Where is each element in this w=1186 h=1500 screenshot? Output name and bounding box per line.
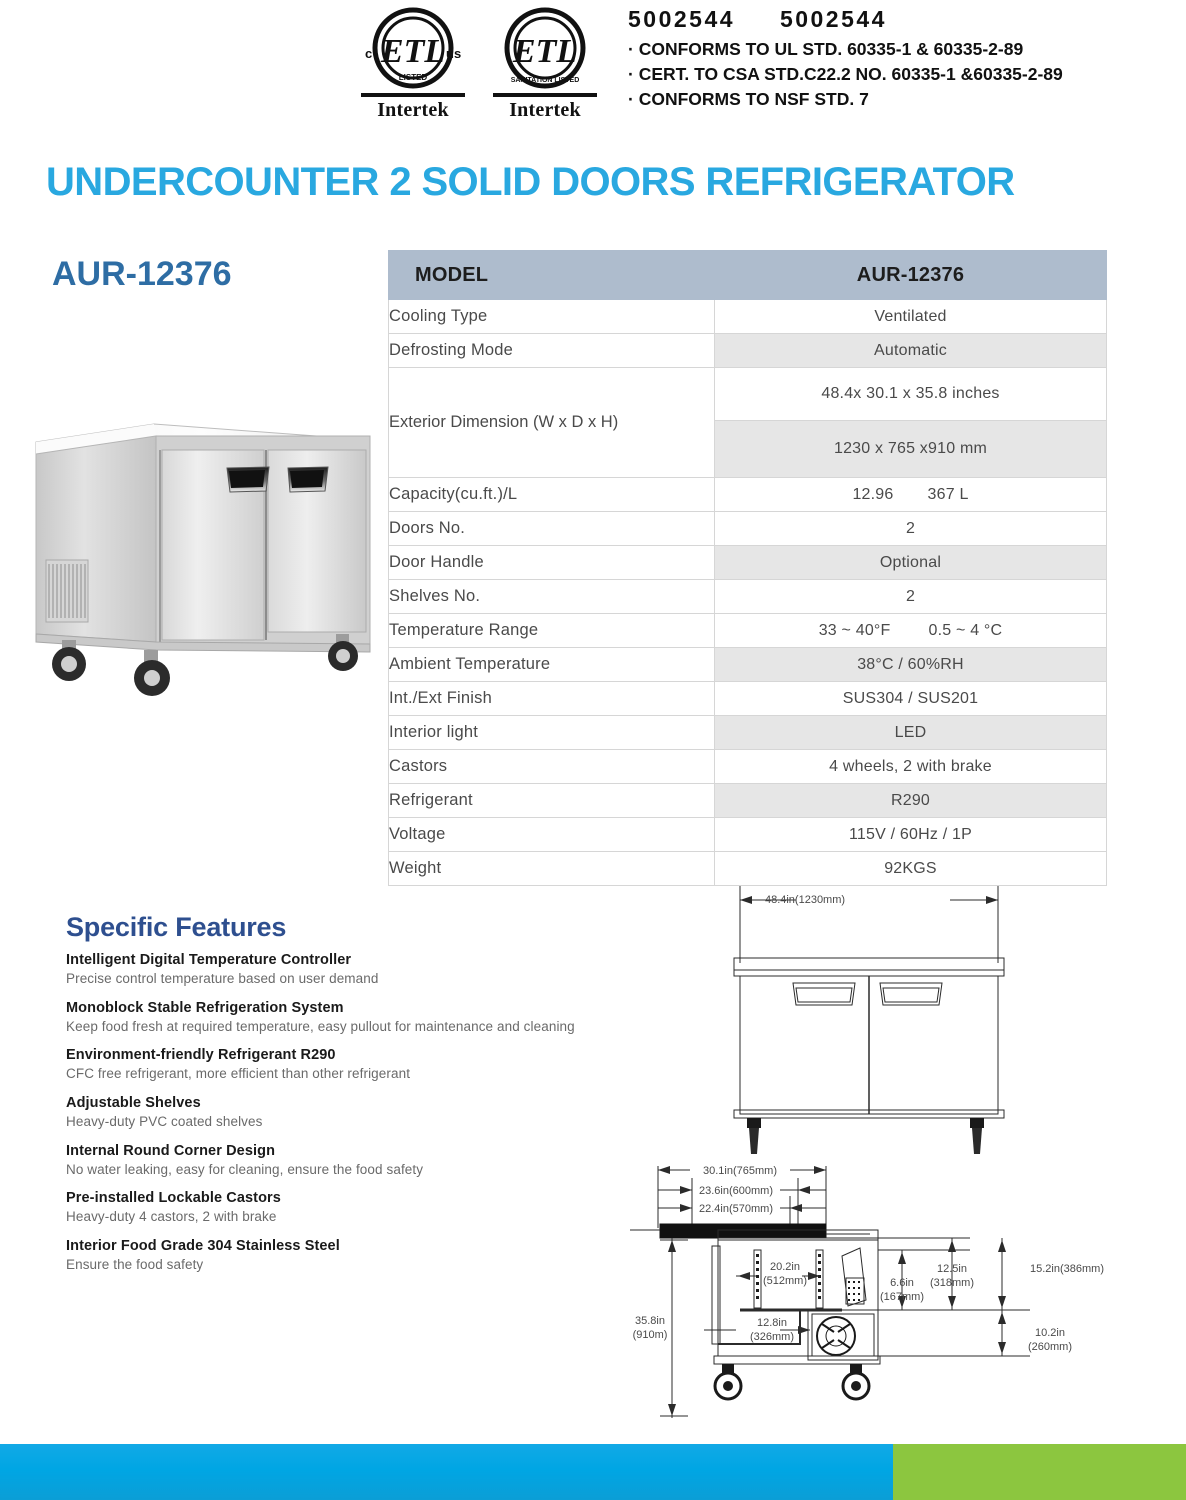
cert-standard-line-1: · CONFORMS TO UL STD. 60335-1 & 60335-2-89 <box>628 39 1024 59</box>
feature-heading: Monoblock Stable Refrigeration System <box>66 999 344 1016</box>
table-row <box>389 682 1107 716</box>
spec-key: Ambient Temperature <box>389 648 715 682</box>
spec-key: Refrigerant <box>389 784 715 818</box>
spec-key: Door Handle <box>389 546 715 580</box>
spec-key: Interior light <box>389 716 715 750</box>
table-header-key: MODEL <box>389 251 715 300</box>
gap-dim-line1: 6.6in <box>890 1277 914 1289</box>
table-row <box>389 478 1107 512</box>
feature-heading: Adjustable Shelves <box>66 1095 201 1112</box>
capacity-liters: 367 L <box>927 485 969 503</box>
table-row <box>389 546 1107 580</box>
spec-value-inches: 48.4x 30.1 x 35.8 inches <box>715 368 1107 421</box>
intertek-label-1: Intertek <box>377 99 449 121</box>
overall-height-dim-line1: 35.8in <box>635 1315 665 1327</box>
specifications-table <box>388 250 1107 886</box>
upper-dim-line1: 12.5in <box>937 1263 967 1275</box>
feature-item <box>66 999 666 1036</box>
table-row <box>389 818 1107 852</box>
etl-divider <box>361 93 465 97</box>
cert-standard-line-2: · CERT. TO CSA STD.C22.2 NO. 60335-1 &60335-2-89 <box>628 63 1063 84</box>
feature-detail: Precise control temperature based on user demand <box>66 971 379 987</box>
spec-value: 92KGS <box>715 852 1107 886</box>
gap-dim-line2: (167mm) <box>879 1291 925 1303</box>
page-title: UNDERCOUNTER 2 SOLID DOORS REFRIGERATOR <box>46 160 1015 204</box>
lower-right-dim-line2: (260mm) <box>1027 1341 1073 1353</box>
features-heading: Specific Features <box>66 912 287 942</box>
spec-value: 4 wheels, 2 with brake <box>715 750 1107 784</box>
temp-celsius: 0.5 ~ 4 °C <box>928 621 1003 639</box>
footer-bar-blue <box>0 1444 893 1500</box>
feature-item <box>66 1237 666 1274</box>
feature-detail: CFC free refrigerant, more efficient than other refrigerant <box>66 1066 411 1082</box>
front-width-dim-label: 48.4in(1230mm) <box>764 894 846 906</box>
spec-key: Shelves No. <box>389 580 715 614</box>
footer-color-bar <box>0 1444 1186 1500</box>
table-row <box>389 512 1107 546</box>
table-header-value: AUR-12376 <box>715 251 1107 300</box>
spec-value: 2 <box>715 512 1107 546</box>
spec-value: SUS304 / SUS201 <box>715 682 1107 716</box>
spec-key: Defrosting Mode <box>389 334 715 368</box>
cert-code-1: 5002544 <box>628 6 736 32</box>
temp-fahrenheit: 33 ~ 40°F <box>818 621 891 639</box>
refrigerator-photo-illustration <box>22 412 380 700</box>
feature-detail: Keep food fresh at required temperature, easy pullout for maintenance and cleaning <box>66 1018 575 1034</box>
spec-value: 115V / 60Hz / 1P <box>715 818 1107 852</box>
cert-code-2: 5002544 <box>779 6 887 32</box>
lower-cavity-dim-line1: 12.8in <box>757 1317 787 1329</box>
table-row <box>389 368 1107 421</box>
spec-key: Voltage <box>389 818 715 852</box>
specific-features-section <box>66 912 666 1285</box>
table-row <box>389 784 1107 818</box>
feature-heading: Internal Round Corner Design <box>66 1142 276 1159</box>
svg-text:SANITATION LISTED: SANITATION LISTED <box>510 77 580 84</box>
product-photo <box>22 412 380 700</box>
overall-height-dim-line2: (910m) <box>632 1329 668 1341</box>
feature-detail: No water leaking, easy for cleaning, ensure the food safety <box>66 1161 424 1177</box>
feature-heading: Interior Food Grade 304 Stainless Steel <box>66 1238 340 1255</box>
spec-value: Automatic <box>715 334 1107 368</box>
feature-item <box>66 1094 666 1131</box>
table-row <box>389 716 1107 750</box>
spec-value: 2 <box>715 580 1107 614</box>
spec-key: Cooling Type <box>389 300 715 334</box>
svg-text:us: us <box>446 46 462 61</box>
spec-value <box>715 478 1107 512</box>
table-row <box>389 334 1107 368</box>
etl-sanitation-logo-icon <box>490 6 600 92</box>
cert-standard-line-3: · CONFORMS TO NSF STD. 7 <box>628 88 869 109</box>
etl-logo-icon <box>358 6 468 92</box>
spec-key: Int./Ext Finish <box>389 682 715 716</box>
table-header-row <box>389 251 1107 300</box>
table-row <box>389 580 1107 614</box>
lower-cavity-dim-line2: (326mm) <box>749 1331 795 1343</box>
feature-heading: Pre-installed Lockable Castors <box>66 1190 281 1207</box>
feature-item <box>66 951 666 988</box>
lower-right-dim-line1: 10.2in <box>1035 1327 1065 1339</box>
table-row <box>389 300 1107 334</box>
spec-value: LED <box>715 716 1107 750</box>
technical-drawings <box>630 878 1186 1448</box>
etl-listed-mark <box>358 6 468 122</box>
spec-key: Capacity(cu.ft.)/L <box>389 478 715 512</box>
table-row <box>389 614 1107 648</box>
svg-text:c: c <box>365 46 373 61</box>
feature-heading: Intelligent Digital Temperature Controller <box>66 952 352 968</box>
etl-sanitation-mark <box>490 6 600 122</box>
spec-value: Optional <box>715 546 1107 580</box>
feature-item <box>66 1142 666 1179</box>
feature-detail: Heavy-duty 4 castors, 2 with brake <box>66 1209 277 1225</box>
inner-depth-dim-2-label: 22.4in(570mm) <box>699 1203 773 1215</box>
feature-item <box>66 1189 666 1226</box>
intertek-label-2: Intertek <box>509 99 581 121</box>
upper-dim-line2: (318mm) <box>929 1277 975 1289</box>
table-row <box>389 648 1107 682</box>
certification-text-block <box>628 6 1168 112</box>
spec-key: Weight <box>389 852 715 886</box>
feature-detail: Ensure the food safety <box>66 1257 204 1273</box>
table-row <box>389 750 1107 784</box>
spec-key: Temperature Range <box>389 614 715 648</box>
shelf-width-dim-line1: 20.2in <box>770 1261 800 1273</box>
capacity-cuft: 12.96 <box>852 485 894 503</box>
spec-key: Exterior Dimension (W x D x H) <box>389 368 715 478</box>
total-upper-dim-label: 15.2in(386mm) <box>1030 1263 1104 1275</box>
spec-key: Doors No. <box>389 512 715 546</box>
spec-value: R290 <box>715 784 1107 818</box>
svg-text:ETL: ETL <box>380 33 446 70</box>
spec-value <box>715 614 1107 648</box>
feature-item <box>66 1046 666 1083</box>
spec-key: Castors <box>389 750 715 784</box>
shelf-width-dim-line2: (512mm) <box>762 1275 808 1287</box>
feature-detail: Heavy-duty PVC coated shelves <box>66 1114 263 1130</box>
certification-codes <box>628 6 1168 33</box>
inner-depth-dim-1-label: 23.6in(600mm) <box>699 1185 773 1197</box>
spec-value: Ventilated <box>715 300 1107 334</box>
spec-value: 38°C / 60%RH <box>715 648 1107 682</box>
feature-heading: Environment-friendly Refrigerant R290 <box>66 1047 336 1064</box>
model-number-heading: AUR-12376 <box>52 255 232 293</box>
svg-text:ETL: ETL <box>512 33 578 70</box>
etl-divider <box>493 93 597 97</box>
svg-text:LISTED: LISTED <box>398 73 428 82</box>
dimension-drawings-svg <box>630 878 1186 1448</box>
depth-dim-label: 30.1in(765mm) <box>703 1165 777 1177</box>
certification-header <box>0 0 1186 135</box>
spec-value-mm: 1230 x 765 x910 mm <box>715 421 1107 478</box>
footer-bar-green <box>893 1444 1186 1500</box>
